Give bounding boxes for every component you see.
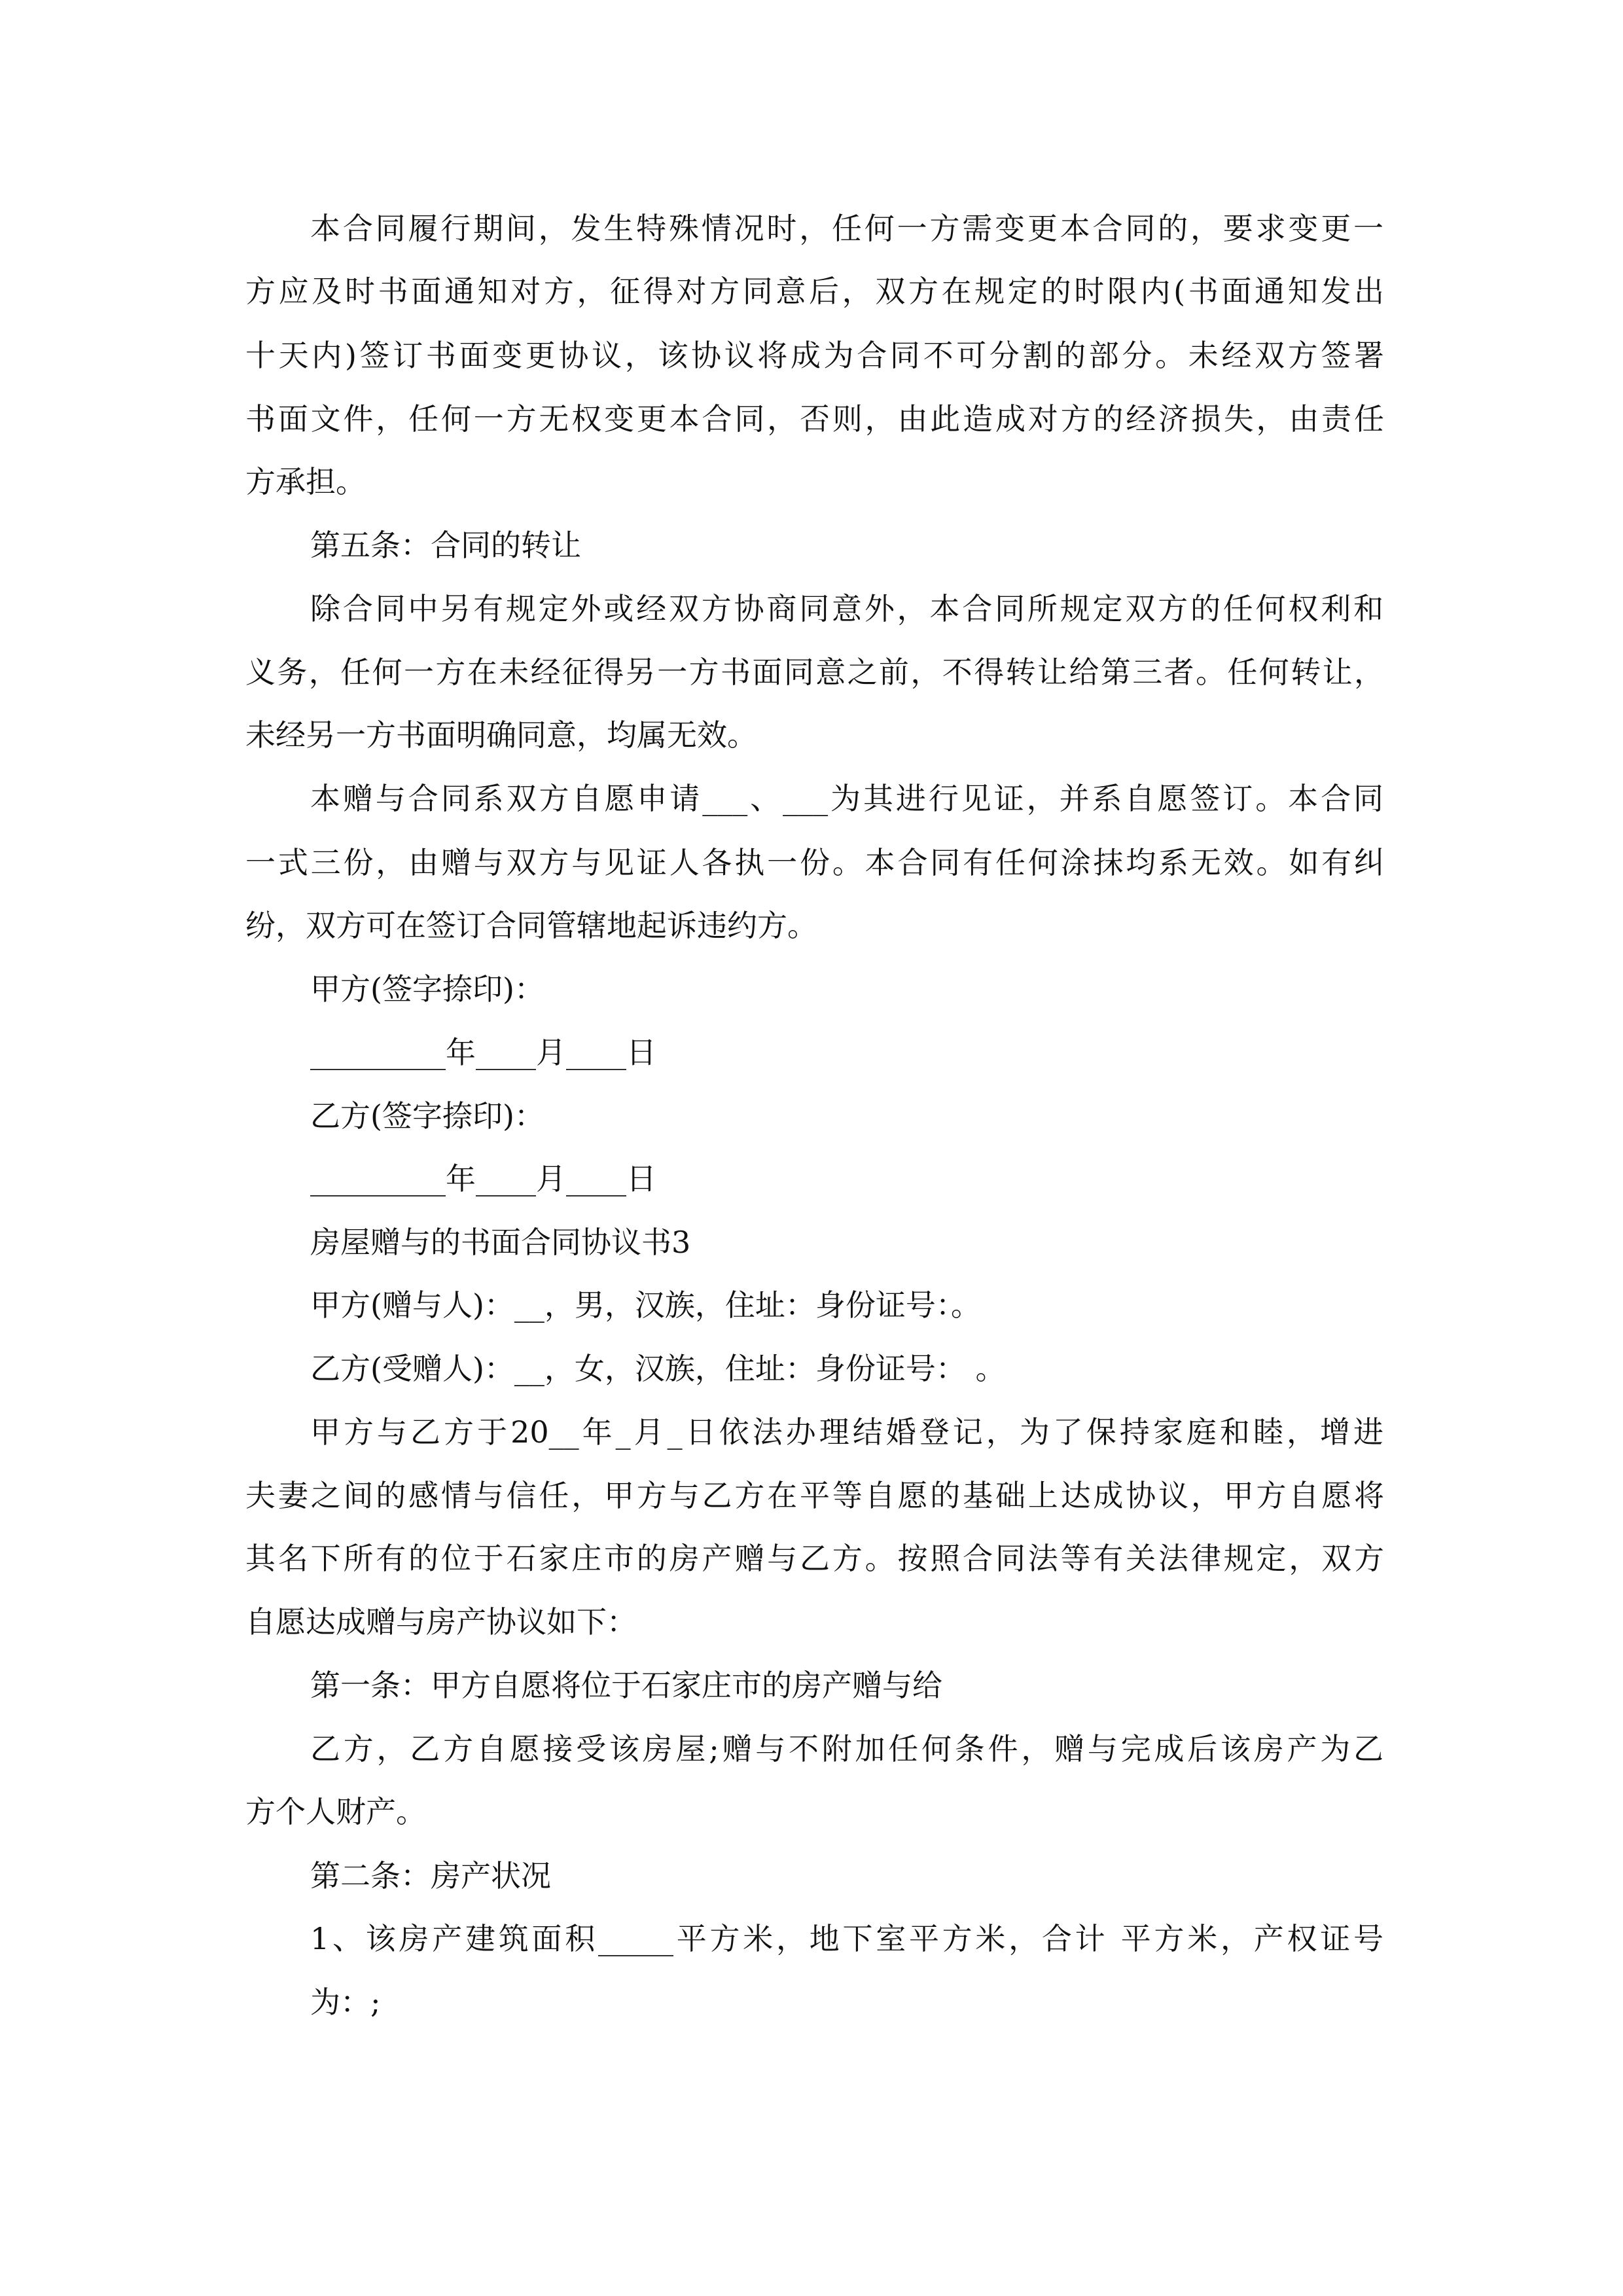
section-heading: 第二条：房产状况 — [310, 1858, 551, 1893]
document-title: 房屋赠与的书面合同协议书3 — [310, 1225, 691, 1260]
section-heading: 第五条：合同的转让 — [310, 528, 581, 563]
paragraph-line: 纷，双方可在签订合同管辖地起诉违约方。 — [245, 908, 817, 943]
paragraph-line: 方个人财产。 — [245, 1794, 426, 1829]
date-blank-party-a: _________年____月____日 — [310, 1035, 656, 1070]
paragraph-line: 甲方与乙方于20__年_月_日依法办理结婚登记，为了保持家庭和睦，增进 — [310, 1414, 1383, 1450]
paragraph-line: 一式三份，由赠与双方与见证人各执一份。本合同有任何涂抹均系无效。如有纠 — [245, 845, 1384, 880]
signature-label-party-a: 甲方(签字捺印)： — [310, 971, 544, 1007]
signature-label-party-b: 乙方(签字捺印)： — [310, 1098, 544, 1134]
paragraph-line: 本合同履行期间，发生特殊情况时，任何一方需变更本合同的，要求变更一 — [310, 211, 1383, 246]
paragraph-line: 除合同中另有规定外或经双方协商同意外，本合同所规定双方的任何权利和 — [310, 591, 1383, 626]
paragraph-line: 乙方，乙方自愿接受该房屋;赠与不附加任何条件，赠与完成后该房产为乙 — [310, 1731, 1383, 1767]
section-heading: 第一条：甲方自愿将位于石家庄市的房产赠与给 — [310, 1668, 942, 1703]
paragraph-line: 1、该房产建筑面积_____平方米，地下室平方米，合计 平方米，产权证号 — [310, 1921, 1383, 1956]
paragraph-line: 方承担。 — [245, 464, 366, 499]
paragraph-line: 其名下所有的位于石家庄市的房产赠与乙方。按照合同法等有关法律规定，双方 — [245, 1541, 1384, 1576]
paragraph-line: 为：; — [310, 1984, 381, 2020]
paragraph-line: 夫妻之间的感情与信任，甲方与乙方在平等自愿的基础上达成协议，甲方自愿将 — [245, 1478, 1384, 1513]
party-b-info: 乙方(受赠人)：__，女，汉族，住址：身份证号： 。 — [310, 1351, 1006, 1386]
paragraph-line: 义务，任何一方在未经征得另一方书面同意之前，不得转让给第三者。任何转让， — [245, 655, 1384, 690]
paragraph-line: 方应及时书面通知对方，征得对方同意后，双方在规定的时限内(书面通知发出 — [245, 274, 1384, 309]
paragraph-line: 自愿达成赠与房产协议如下： — [245, 1604, 637, 1640]
paragraph-line: 书面文件，任何一方无权变更本合同，否则，由此造成对方的经济损失，由责任 — [245, 401, 1384, 437]
paragraph-line: 十天内)签订书面变更协议，该协议将成为合同不可分割的部分。未经双方签署 — [245, 338, 1384, 373]
date-blank-party-b: _________年____月____日 — [310, 1161, 656, 1196]
paragraph-line: 本赠与合同系双方自愿申请___、___为其进行见证，并系自愿签订。本合同 — [310, 781, 1383, 816]
party-a-info: 甲方(赠与人)：__，男，汉族，住址：身份证号：。 — [310, 1287, 981, 1323]
paragraph-line: 未经另一方书面明确同意，均属无效。 — [245, 717, 757, 753]
